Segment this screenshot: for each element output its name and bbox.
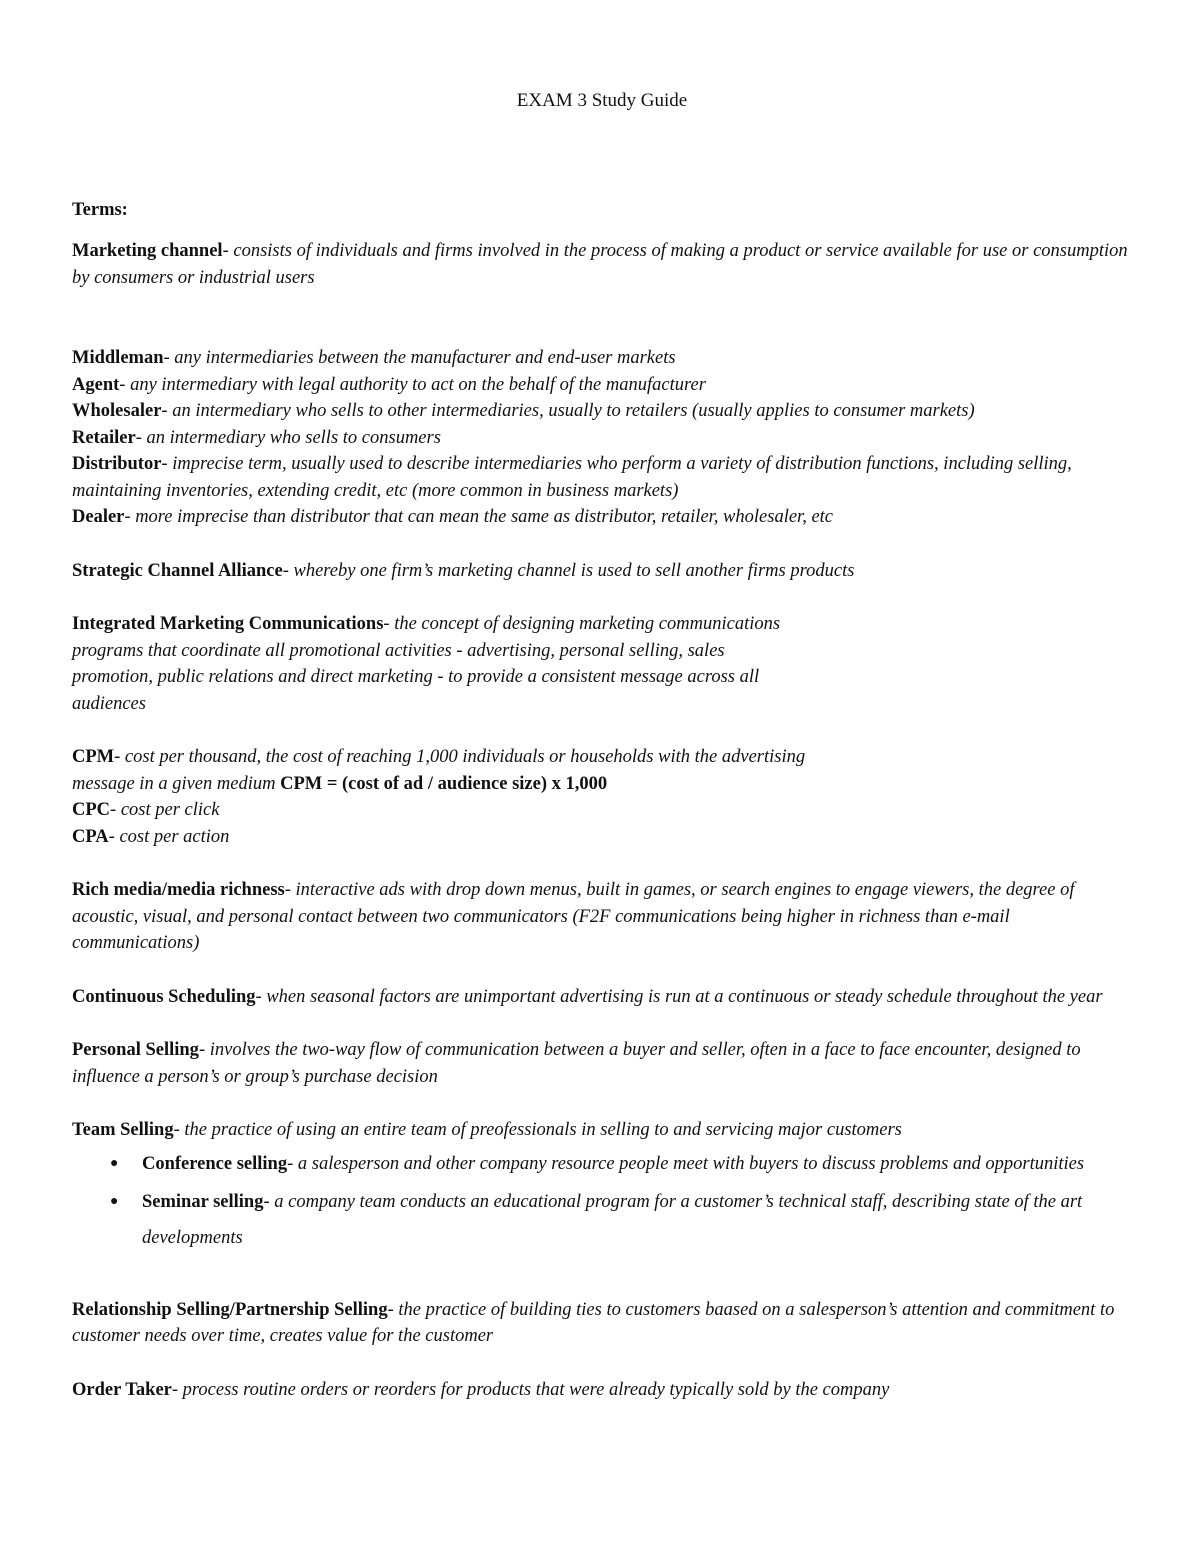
term: Distributor [72,454,162,474]
definition: interactive ads with drop down menus, built in games, or search engines to engage viewers, the degree of acoustic, visual, and personal contact between two communicators (F2F communications being higher in richness than e-mail communications) [72,880,1075,953]
definition-line: promotion, public relations and direct marketing - to provide a consistent message across all [72,667,760,687]
entry-cpc: CPC- cost per click [72,800,220,820]
term: Order Taker [72,1379,172,1400]
definition: an intermediary who sells to consumers [146,427,441,448]
entry-strategic-channel-alliance: Strategic Channel Alliance- whereby one firm’s marketing channel is used to sell another firms products [72,560,855,581]
cpm-formula: CPM = (cost of ad / audience size) x 1,000 [280,773,608,794]
entry-distributor: Distributor- imprecise term, usually used to describe intermediaries who perform a variety of distribution functions, including selling, maintaining inventories, extending credit, etc (more common in business markets) [72,454,1072,501]
term: Team Selling [72,1120,174,1140]
bullet-icon: ● [110,1155,119,1171]
term: Seminar selling [142,1191,264,1212]
entry-middleman: Middleman- any intermediaries between the manufacturer and end-user markets [72,348,676,368]
term: Dealer [72,507,125,527]
definition: imprecise term, usually used to describe intermediaries who perform a variety of distribution functions, including selling, maintaining inventories, extending credit, etc (more common in business markets) [72,454,1072,501]
term: Middleman [72,348,164,368]
term: Integrated Marketing Communications [72,614,384,634]
entry-relationship-selling: Relationship Selling/Partnership Selling- the practice of building ties to customers baased on a salesperson’s attention and commitment to customer needs over time, creates value for the customer [72,1299,1115,1346]
term: Strategic Channel Alliance [72,560,283,581]
definition: cost per click [120,800,220,820]
definition-line: cost per thousand, the cost of reaching 1,000 individuals or households with the advertising [124,747,806,767]
definition: more imprecise than distributor that can mean the same as distributor, retailer, wholesaler, etc [135,507,834,527]
definition: the practice of building ties to customers baased on a salesperson’s attention and commitment to customer needs over time, creates value for the customer [72,1299,1115,1346]
term: Rich media/media richness [72,880,285,900]
definition-line: audiences [72,693,146,714]
definition: process routine orders or reorders for products that were already typically sold by the company [182,1379,890,1400]
term: CPM [72,747,115,767]
entry-rich-media: Rich media/media richness- interactive ads with drop down menus, built in games, or search engines to engage viewers, the degree of acoustic, visual, and personal contact between two communicators (F2F communications being higher in richness than e-mail communications) [72,880,1075,953]
entry-cpm: CPM- cost per thousand, the cost of reaching 1,000 individuals or households with the advertising message in a given medium CPM = (cost of ad / audience size) x 1,000 [72,747,806,794]
terms-heading: Terms: [72,199,128,220]
page-title: EXAM 3 Study Guide [516,90,688,111]
term: Wholesaler [72,401,162,421]
definition: a salesperson and other company resource people meet with buyers to discuss problems and opportunities [297,1153,1085,1174]
definition: involves the two-way flow of communication between a buyer and seller, often in a face to face encounter, designed to influence a person’s or group’s purchase decision [72,1040,1081,1087]
entry-marketing-channel: Marketing channel- consists of individuals and firms involved in the process of making a product or service available for use or consumption by consumers or industrial users [72,241,1128,288]
definition: a company team conducts an educational program for a customer’s technical staff, describing state of the art developments [142,1191,1083,1248]
term: Personal Selling [72,1040,199,1060]
entry-continuous-scheduling: Continuous Scheduling- when seasonal factors are unimportant advertising is run at a continuous or steady schedule throughout the year [72,986,1103,1007]
term: Relationship Selling/Partnership Selling [72,1299,388,1320]
entry-team-selling: Team Selling- the practice of using an entire team of preofessionals in selling to and servicing major customers [72,1120,902,1140]
term: CPC [72,800,111,820]
term: CPA [72,826,109,847]
entry-dealer: Dealer- more imprecise than distributor that can mean the same as distributor, retailer, wholesaler, etc [72,507,834,527]
term: Conference selling [142,1153,288,1174]
term: Retailer [72,427,136,448]
definition-line: the concept of designing marketing communications [394,614,781,634]
entry-retailer: Retailer- an intermediary who sells to consumers [72,427,441,448]
term: Continuous Scheduling [72,986,256,1007]
entry-integrated-marketing-communications: Integrated Marketing Communications- the concept of designing marketing communications programs that coordinate all promotional activities - advertising, personal selling, sales promotion, public relations and direct marketing - to provide a consistent message across all audiences [72,614,781,714]
list-item-seminar-selling: ● Seminar selling- a company team conducts an educational program for a customer’s technical staff, describing state of the art developments [72,1184,1132,1256]
entry-personal-selling: Personal Selling- involves the two-way flow of communication between a buyer and seller, often in a face to face encounter, designed to influence a person’s or group’s purchase decision [72,1040,1081,1087]
definition: any intermediaries between the manufacturer and end-user markets [174,348,676,368]
definition: cost per action [119,826,230,847]
definition: the practice of using an entire team of preofessionals in selling to and servicing major customers [184,1120,902,1140]
team-selling-list [72,1146,1132,1256]
list-item-conference-selling: ● Conference selling- a salesperson and other company resource people meet with buyers to discuss problems and opportunities [72,1146,1132,1182]
entry-agent: Agent- any intermediary with legal authority to act on the behalf of the manufacturer [72,374,706,395]
bullet-icon: ● [110,1193,119,1209]
entry-wholesaler: Wholesaler- an intermediary who sells to other intermediaries, usually to retailers (usually applies to consumer markets) [72,401,975,421]
term: Marketing channel [72,241,223,261]
definition: an intermediary who sells to other intermediaries, usually to retailers (usually applies to consumer markets) [172,401,975,421]
definition: whereby one firm’s marketing channel is used to sell another firms products [293,560,855,581]
term: Agent [72,374,120,395]
definition: consists of individuals and firms involved in the process of making a product or service available for use or consumption by consumers or industrial users [72,241,1128,288]
definition: when seasonal factors are unimportant advertising is run at a continuous or steady schedule throughout the year [266,986,1103,1007]
entry-cpa: CPA- cost per action [72,826,230,847]
definition-line: programs that coordinate all promotional activities - advertising, personal selling, sales [72,640,725,661]
document-page [72,88,1132,1403]
entry-order-taker: Order Taker- process routine orders or reorders for products that were already typically sold by the company [72,1379,890,1400]
definition: any intermediary with legal authority to act on the behalf of the manufacturer [130,374,706,395]
definition-line: message in a given medium [72,773,276,794]
